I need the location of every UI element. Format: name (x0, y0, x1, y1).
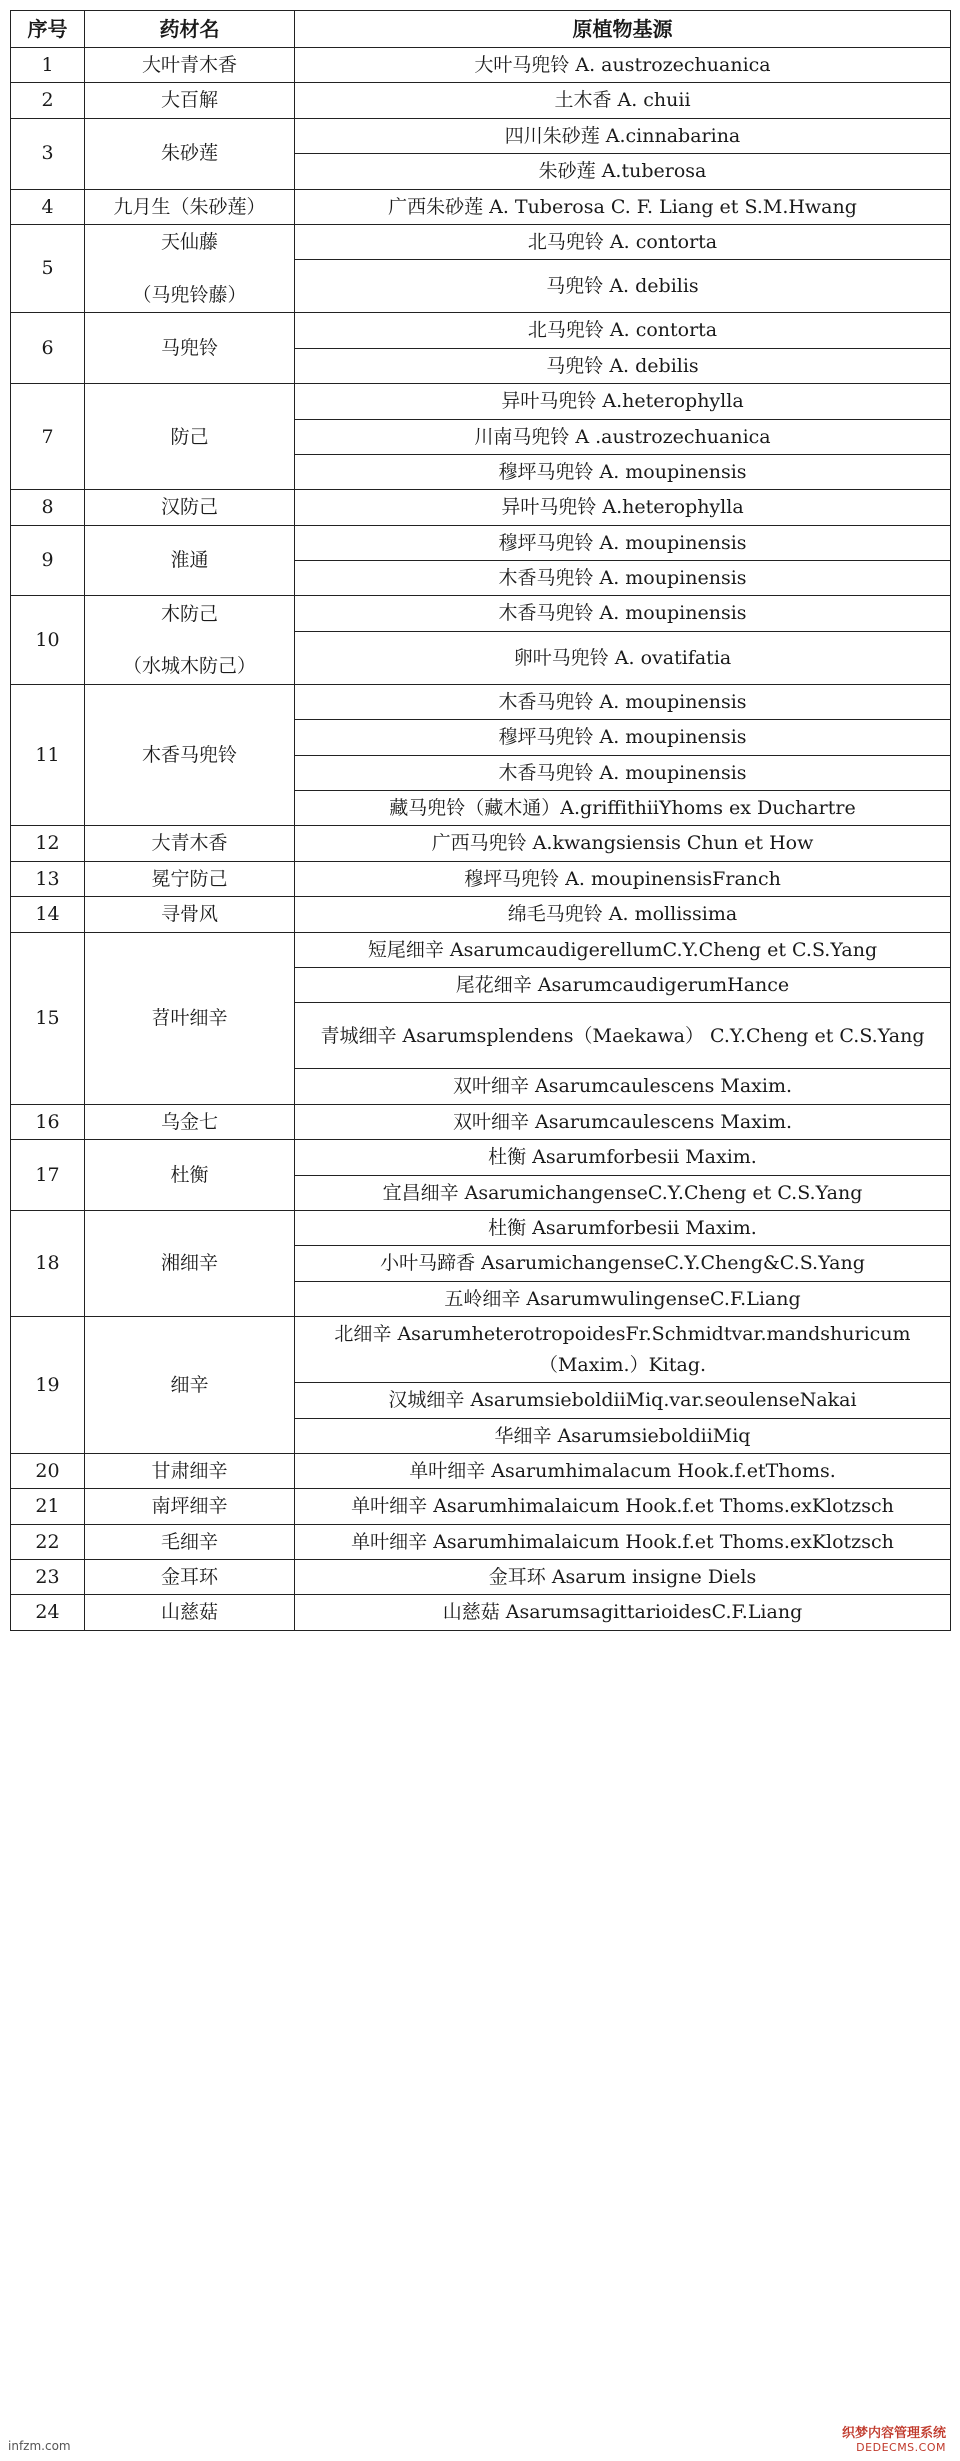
herb-name-cell (85, 1524, 295, 1559)
herb-name-cell (85, 525, 295, 596)
table-row (11, 1524, 951, 1559)
plant-source: 大叶马兜铃 A. austrozechuanica (295, 48, 951, 83)
herb-name-cell (85, 1595, 295, 1630)
plant-source: 北细辛 AsarumheterotropoidesFr.Schmidtvar.mandshuricum（Maxim.）Kitag. (295, 1317, 951, 1383)
herb-name: 湘细辛 (160, 1252, 218, 1275)
row-number: 18 (11, 1210, 85, 1316)
plant-source: 北马兜铃 A. contorta (295, 313, 951, 348)
herb-name: 杜衡 (170, 1163, 209, 1186)
plant-source: 木香马兜铃 A. moupinensis (295, 596, 951, 631)
row-number: 24 (11, 1595, 85, 1630)
watermark-en: DEDECMS.COM (856, 2441, 946, 2455)
herb-name-cell (85, 1210, 295, 1316)
plant-source: 金耳环 Asarum insigne Diels (295, 1560, 951, 1595)
row-number: 16 (11, 1104, 85, 1139)
plant-source: 双叶细辛 Asarumcaulescens Maxim. (295, 1069, 951, 1104)
herb-name: 朱砂莲 (160, 142, 218, 165)
plant-source: 广西朱砂莲 A. Tuberosa C. F. Liang et S.M.Hwang (295, 189, 951, 224)
plant-source: 穆坪马兜铃 A. moupinensis (295, 454, 951, 489)
herb-name-cell (85, 1317, 295, 1454)
table-body (11, 48, 951, 1631)
herb-name: 寻骨风 (160, 903, 218, 926)
table-row (11, 48, 951, 83)
row-number: 23 (11, 1560, 85, 1595)
plant-source: 尾花细辛 AsarumcaudigerumHance (295, 967, 951, 1002)
herb-name-cell (85, 83, 295, 118)
row-number: 19 (11, 1317, 85, 1454)
herb-name-cell (85, 118, 295, 189)
plant-source: 五岭细辛 AsarumwulingenseC.F.Liang (295, 1281, 951, 1316)
plant-source: 异叶马兜铃 A.heterophylla (295, 384, 951, 419)
table-row (11, 1560, 951, 1595)
site-footer: infzm.com (8, 2439, 71, 2453)
plant-source: 木香马兜铃 A. moupinensis (295, 755, 951, 790)
herb-name: 天仙藤 (160, 231, 218, 254)
row-number: 9 (11, 525, 85, 596)
table-row (11, 1104, 951, 1139)
herb-name: 木香马兜铃 (141, 743, 237, 766)
row-number: 10 (11, 596, 85, 684)
herb-name-cell (85, 1104, 295, 1139)
row-number: 1 (11, 48, 85, 83)
herb-name: 汉防己 (160, 496, 218, 519)
plant-source: 单叶细辛 Asarumhimalacum Hook.f.etThoms. (295, 1453, 951, 1488)
plant-source: 杜衡 Asarumforbesii Maxim. (295, 1140, 951, 1175)
herb-name: （马兜铃藤） (132, 283, 247, 306)
row-number: 12 (11, 826, 85, 861)
plant-source: 华细辛 AsarumsieboldiiMiq (295, 1418, 951, 1453)
table-row (11, 826, 951, 861)
plant-source: 木香马兜铃 A. moupinensis (295, 684, 951, 719)
plant-source: 四川朱砂莲 A.cinnabarina (295, 118, 951, 153)
plant-source: 宜昌细辛 AsarumichangenseC.Y.Cheng et C.S.Yang (295, 1175, 951, 1210)
table-row (11, 118, 951, 153)
table-row (11, 313, 951, 348)
herb-name: 细辛 (170, 1373, 209, 1396)
table-row (11, 384, 951, 419)
watermark-cn: 织梦内容管理系统 (841, 2426, 946, 2442)
header-row (11, 11, 951, 48)
plant-source: 山慈菇 AsarumsagittarioidesC.F.Liang (295, 1595, 951, 1630)
plant-source: 穆坪马兜铃 A. moupinensis (295, 525, 951, 560)
table-row (11, 224, 951, 259)
herb-name-cell (85, 861, 295, 896)
herb-table (10, 10, 951, 1631)
table-row (11, 1210, 951, 1245)
table-row (11, 1317, 951, 1383)
row-number: 14 (11, 897, 85, 932)
row-number: 17 (11, 1140, 85, 1211)
herb-name-cell (85, 932, 295, 1104)
plant-source: 杜衡 Asarumforbesii Maxim. (295, 1210, 951, 1245)
row-number: 21 (11, 1489, 85, 1524)
plant-source: 穆坪马兜铃 A. moupinensisFranch (295, 861, 951, 896)
table-row (11, 1489, 951, 1524)
herb-name-cell (85, 189, 295, 224)
plant-source: 穆坪马兜铃 A. moupinensis (295, 720, 951, 755)
herb-name-cell (85, 1489, 295, 1524)
row-number: 15 (11, 932, 85, 1104)
header-number: 序号 (11, 11, 85, 48)
plant-source: 马兜铃 A. debilis (295, 260, 951, 313)
table-row (11, 1140, 951, 1175)
plant-source: 短尾细辛 AsarumcaudigerellumC.Y.Cheng et C.S.Yang (295, 932, 951, 967)
header-plant-source: 原植物基源 (295, 11, 951, 48)
plant-source: 单叶细辛 Asarumhimalaicum Hook.f.et Thoms.exKlotzsch (295, 1524, 951, 1559)
herb-name: 金耳环 (160, 1566, 218, 1589)
herb-name-cell (85, 684, 295, 826)
row-number: 22 (11, 1524, 85, 1559)
herb-name: 毛细辛 (160, 1530, 218, 1553)
plant-source: 青城细辛 Asarumsplendens（Maekawa） C.Y.Cheng et C.S.Yang (295, 1003, 951, 1069)
table-row (11, 189, 951, 224)
herb-name-cell (85, 384, 295, 490)
row-number: 3 (11, 118, 85, 189)
plant-source: 绵毛马兜铃 A. mollissima (295, 897, 951, 932)
plant-source: 北马兜铃 A. contorta (295, 224, 951, 259)
herb-name: 马兜铃 (160, 337, 218, 360)
herb-name-cell (85, 48, 295, 83)
herb-name: 大青木香 (151, 832, 228, 855)
plant-source: 土木香 A. chuii (295, 83, 951, 118)
herb-name-cell (85, 490, 295, 525)
herb-name: 甘肃细辛 (151, 1459, 228, 1482)
herb-name: 淮通 (170, 549, 209, 572)
table-row (11, 490, 951, 525)
herb-name-cell (85, 826, 295, 861)
herb-name-cell (85, 1453, 295, 1488)
herb-name-cell (85, 596, 295, 684)
herb-name-cell (85, 897, 295, 932)
row-number: 5 (11, 224, 85, 312)
table-row (11, 684, 951, 719)
row-number: 20 (11, 1453, 85, 1488)
plant-source: 川南马兜铃 A .austrozechuanica (295, 419, 951, 454)
herb-name: 山慈菇 (160, 1601, 218, 1624)
plant-source: 卵叶马兜铃 A. ovatifatia (295, 631, 951, 684)
herb-name-cell (85, 313, 295, 384)
table-row (11, 861, 951, 896)
plant-source: 藏马兜铃（藏木通）A.griffithiiYhoms ex Duchartre (295, 791, 951, 826)
row-number: 13 (11, 861, 85, 896)
plant-source: 小叶马蹄香 AsarumichangenseC.Y.Cheng&C.S.Yang (295, 1246, 951, 1281)
watermark (842, 2427, 946, 2455)
herb-name: （水城木防己） (122, 655, 256, 678)
herb-name: 乌金七 (160, 1110, 218, 1133)
table-row (11, 525, 951, 560)
herb-name: 大百解 (160, 89, 218, 112)
row-number: 2 (11, 83, 85, 118)
table-row (11, 1595, 951, 1630)
plant-source: 马兜铃 A. debilis (295, 348, 951, 383)
herb-name-cell (85, 224, 295, 312)
herb-name: 防己 (170, 425, 209, 448)
herb-name: 九月生（朱砂莲） (113, 195, 266, 218)
row-number: 8 (11, 490, 85, 525)
herb-name: 冕宁防己 (151, 867, 228, 890)
herb-name: 木防己 (160, 602, 218, 625)
table-row (11, 83, 951, 118)
row-number: 6 (11, 313, 85, 384)
plant-source: 朱砂莲 A.tuberosa (295, 154, 951, 189)
table-row (11, 596, 951, 631)
plant-source: 单叶细辛 Asarumhimalaicum Hook.f.et Thoms.exKlotzsch (295, 1489, 951, 1524)
row-number: 7 (11, 384, 85, 490)
herb-name-cell (85, 1560, 295, 1595)
header-herb-name: 药材名 (85, 11, 295, 48)
herb-name-cell (85, 1140, 295, 1211)
herb-name: 大叶青木香 (141, 54, 237, 76)
table-row (11, 932, 951, 967)
plant-source: 木香马兜铃 A. moupinensis (295, 561, 951, 596)
plant-source: 汉城细辛 AsarumsieboldiiMiq.var.seoulenseNakai (295, 1383, 951, 1418)
plant-source: 双叶细辛 Asarumcaulescens Maxim. (295, 1104, 951, 1139)
herb-name: 南坪细辛 (151, 1495, 228, 1518)
table-row (11, 1453, 951, 1488)
table-row (11, 897, 951, 932)
herb-name: 苕叶细辛 (151, 1006, 228, 1029)
row-number: 11 (11, 684, 85, 826)
row-number: 4 (11, 189, 85, 224)
plant-source: 广西马兜铃 A.kwangsiensis Chun et How (295, 826, 951, 861)
plant-source: 异叶马兜铃 A.heterophylla (295, 490, 951, 525)
